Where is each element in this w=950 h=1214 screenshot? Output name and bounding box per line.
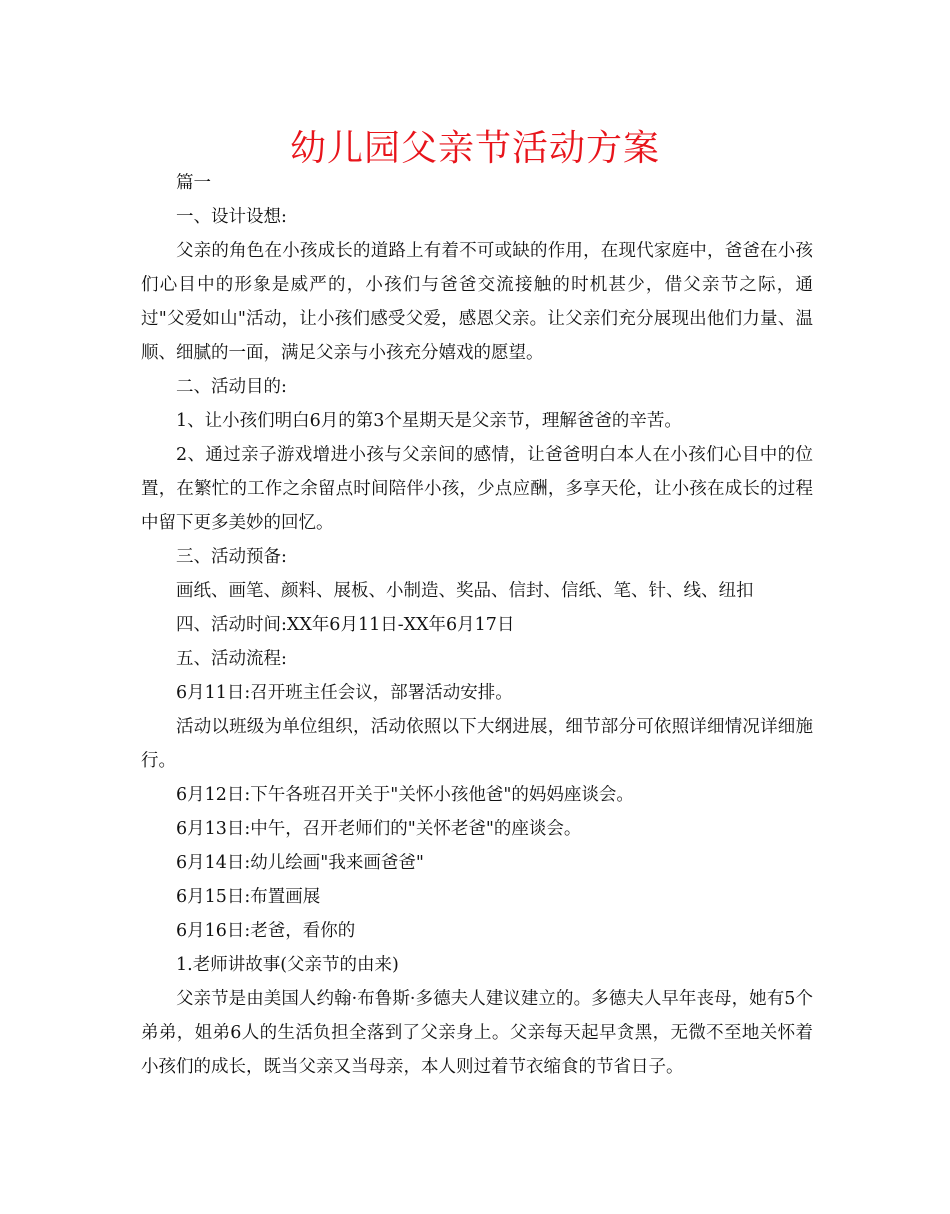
paragraph-goal-1: 1、让小孩们明白6月的第3个星期天是父亲节，理解爸爸的辛苦。 — [176, 411, 682, 431]
paragraph-design-idea: 父亲的角色在小孩成长的道路上有着不可或缺的作用，在现代家庭中，爸爸在小孩们心目中的形象是威严的，小孩们与爸爸交流接触的时机甚少，借父亲节之际，通过"父爱如山"活动，让小孩们感受父爱，感恩父亲。让父亲们充分展现出他们力量、温顺、细腻的一面，满足父亲与小孩充分嬉戏的愿望。 — [141, 241, 813, 363]
paragraph-june-15: 6月15日:布置画展 — [176, 887, 321, 907]
paragraph-story: 父亲节是由美国人约翰·布鲁斯·多德夫人建议建立的。多德夫人早年丧母，她有5个弟弟，姐弟6人的生活负担全落到了父亲身上。父亲每天起早贪黑，无微不至地关怀着小孩们的成长，既当父亲又当母亲，本人则过着节衣缩食的节省日子。 — [141, 989, 813, 1077]
document-body — [141, 166, 813, 1084]
paragraph-activity-time: 四、活动时间:XX年6月11日-XX年6月17日 — [176, 615, 515, 635]
paragraph-organization: 活动以班级为单位组织，活动依照以下大纲进展，细节部分可依照详细情况详细施行。 — [141, 717, 813, 771]
paragraph-goal-2: 2、通过亲子游戏增进小孩与父亲间的感情，让爸爸明白本人在小孩们心目中的位置，在繁忙的工作之余留点时间陪伴小孩，少点应酬，多享天伦，让小孩在成长的过程中留下更多美妙的回忆。 — [141, 445, 813, 533]
heading-preparation: 三、活动预备: — [176, 547, 287, 567]
paragraph-story-heading: 1.老师讲故事(父亲节的由来) — [176, 955, 399, 975]
paragraph-june-12: 6月12日:下午各班召开关于"关怀小孩他爸"的妈妈座谈会。 — [176, 785, 634, 805]
paragraph-june-14: 6月14日:幼儿绘画"我来画爸爸" — [176, 853, 424, 873]
paragraph-june-16: 6月16日:老爸，看你的 — [176, 921, 356, 941]
heading-design-idea: 一、设计设想: — [176, 207, 287, 227]
paragraph-june-13: 6月13日:中午，召开老师们的"关怀老爸"的座谈会。 — [176, 819, 582, 839]
heading-activity-goals: 二、活动目的: — [176, 377, 287, 397]
paragraph-section-label: 篇一 — [176, 173, 211, 193]
document-title: 幼儿园父亲节活动方案 — [289, 128, 660, 169]
paragraph-june-11: 6月11日:召开班主任会议，部署活动安排。 — [176, 683, 513, 703]
paragraph-materials: 画纸、画笔、颜料、展板、小制造、奖品、信封、信纸、笔、针、线、纽扣 — [176, 581, 754, 601]
heading-activity-flow: 五、活动流程: — [176, 649, 287, 669]
